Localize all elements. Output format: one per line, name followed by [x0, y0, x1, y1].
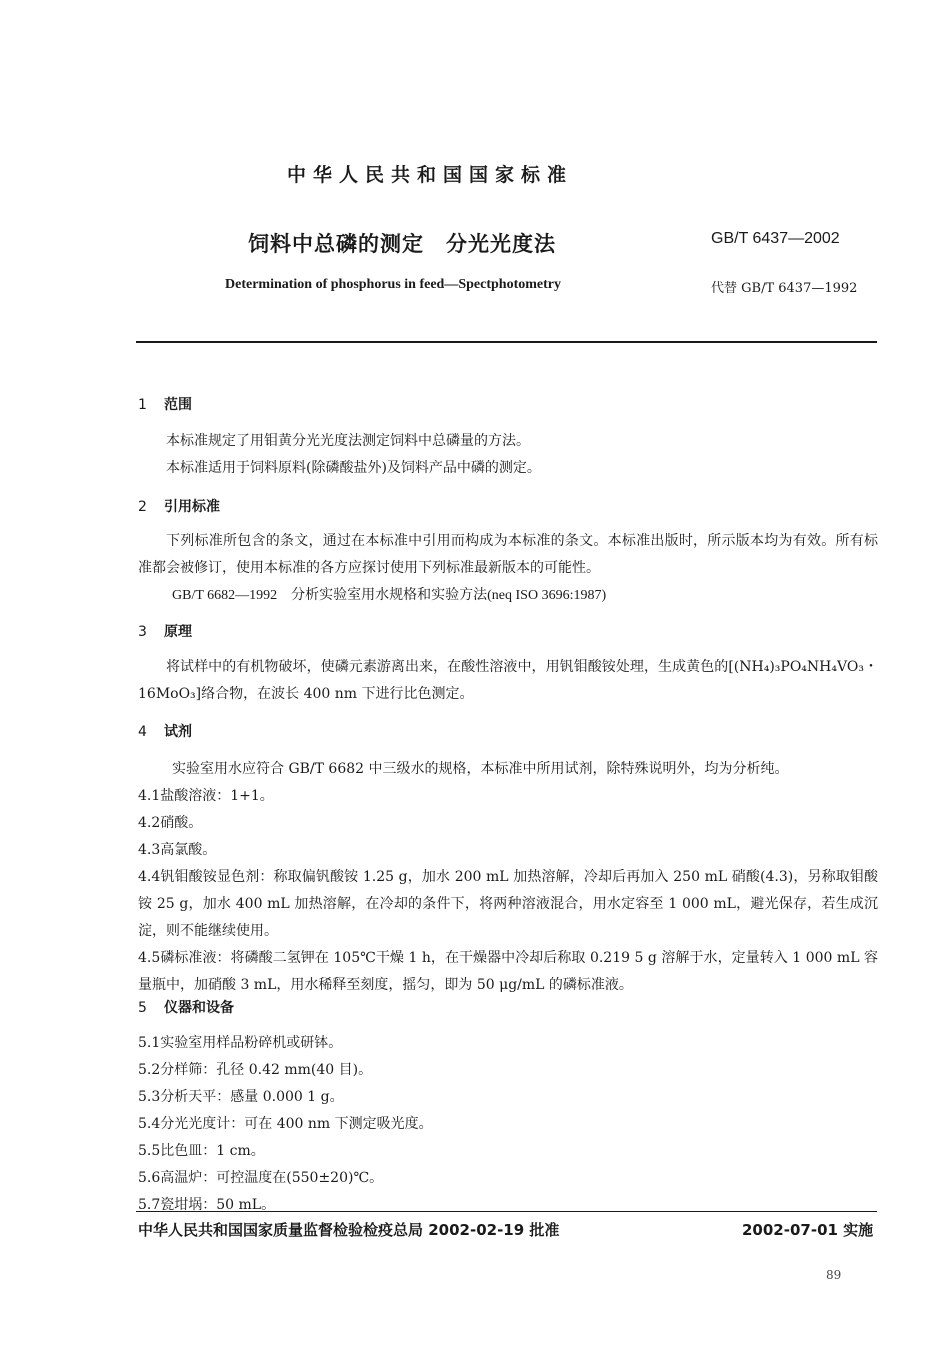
- item-number: 4.1: [138, 788, 161, 804]
- item-text: 高氯酸。: [160, 842, 217, 858]
- national-standard-heading: 中华人民共和国国家标准: [286, 164, 573, 186]
- item-number: 4.5: [138, 950, 161, 966]
- section-number: 2: [138, 499, 147, 515]
- paragraph: 本标准适用于饲料原料(除磷酸盐外)及饲料产品中磷的测定。: [166, 460, 541, 476]
- list-item: [138, 1138, 878, 1165]
- item-number: 5.6: [138, 1170, 161, 1186]
- list-item: [138, 783, 878, 810]
- item-text: 比色皿：1 cm。: [160, 1143, 265, 1159]
- list-item: [138, 1165, 878, 1192]
- section-3-body: [138, 654, 878, 708]
- list-item: [138, 1057, 878, 1084]
- paragraph: 将试样中的有机物破坏，使磷元素游离出来，在酸性溶液中，用钒钼酸铵处理，生成黄色的[(NH₄)₃PO₄NH₄VO₃・16MoO₃]络合物，在波长 400 nm 下进行比色测定。: [138, 659, 878, 702]
- item-number: 4.2: [138, 815, 161, 831]
- list-item: [138, 945, 878, 999]
- footer-divider: [136, 1211, 877, 1212]
- standard-number: GB/T 6437—2002: [711, 230, 840, 247]
- section-2-body: [138, 528, 878, 609]
- list-item: [138, 1192, 878, 1219]
- implementation-date: 2002-07-01 实施: [742, 1221, 874, 1239]
- section-number: 5: [138, 1000, 147, 1016]
- item-text: 分析天平：感量 0.000 1 g。: [160, 1089, 344, 1105]
- replaces-standard: 代替 GB/T 6437—1992: [711, 281, 858, 296]
- section-4-heading: [138, 721, 192, 741]
- section-number: 4: [138, 724, 147, 740]
- section-number: 3: [138, 624, 147, 640]
- list-item: [138, 1084, 878, 1111]
- section-1-heading: [138, 394, 192, 414]
- item-number: 5.4: [138, 1116, 161, 1132]
- paragraph: 实验室用水应符合 GB/T 6682 中三级水的规格，本标准中所用试剂，除特殊说明外，均为分析纯。: [172, 761, 789, 777]
- section-4-body: [138, 756, 878, 999]
- referenced-standard: GB/T 6682—1992 分析实验室用水规格和实验方法(neq ISO 3696:1987): [172, 588, 607, 603]
- item-number: 5.7: [138, 1197, 161, 1213]
- item-text: 分样筛：孔径 0.42 mm(40 目)。: [160, 1062, 373, 1078]
- item-text: 分光光度计：可在 400 nm 下测定吸光度。: [160, 1116, 433, 1132]
- header-divider: [136, 341, 877, 343]
- item-text: 硝酸。: [160, 815, 203, 831]
- list-item: [138, 1111, 878, 1138]
- item-text: 钒钼酸铵显色剂：称取偏钒酸铵 1.25 g，加水 200 mL 加热溶解，冷却后再加入 250 mL 硝酸(4.3)，另称取钼酸铵 25 g，加水 400 mL 加热溶解，在冷却的条件下，将两种溶液混合，用水定容至 1 000 mL，避光保存，若生成沉淀，则不能继续使用。: [138, 869, 878, 939]
- section-2-heading: [138, 496, 220, 516]
- section-title: 仪器和设备: [164, 1000, 234, 1016]
- item-text: 磷标准液：将磷酸二氢钾在 105℃干燥 1 h，在干燥器中冷却后称取 0.219 5 g 溶解于水，定量转入 1 000 mL 容量瓶中，加硝酸 3 mL，用水稀释至刻度，摇匀，即为 50 μg/mL 的磷标准液。: [138, 950, 878, 993]
- section-title: 试剂: [164, 724, 192, 740]
- list-item: [138, 864, 878, 945]
- section-title: 原理: [164, 624, 192, 640]
- document-title-english: Determination of phosphorus in feed—Spectphotometry: [225, 277, 561, 292]
- item-number: 5.1: [138, 1035, 161, 1051]
- approval-statement: 中华人民共和国国家质量监督检验检疫总局 2002-02-19 批准: [138, 1221, 560, 1239]
- item-number: 5.3: [138, 1089, 161, 1105]
- item-number: 5.5: [138, 1143, 161, 1159]
- list-item: [138, 810, 878, 837]
- section-title: 引用标准: [164, 499, 220, 515]
- paragraph: 下列标准所包含的条文，通过在本标准中引用而构成为本标准的条文。本标准出版时，所示版本均为有效。所有标准都会被修订，使用本标准的各方应探讨使用下列标准最新版本的可能性。: [138, 533, 878, 576]
- section-number: 1: [138, 397, 147, 413]
- section-5-heading: [138, 997, 234, 1017]
- paragraph: 本标准规定了用钼黄分光光度法测定饲料中总磷量的方法。: [166, 433, 530, 449]
- section-title: 范围: [164, 397, 192, 413]
- item-number: 4.4: [138, 869, 161, 885]
- section-1-body: [138, 428, 878, 482]
- item-text: 实验室用样品粉碎机或研钵。: [160, 1035, 343, 1051]
- item-text: 瓷坩埚：50 mL。: [160, 1197, 276, 1213]
- list-item: [138, 837, 878, 864]
- document-title-chinese: 饲料中总磷的测定 分光光度法: [248, 232, 556, 256]
- item-number: 5.2: [138, 1062, 161, 1078]
- item-text: 高温炉：可控温度在(550±20)℃。: [160, 1170, 384, 1186]
- item-text: 盐酸溶液：1+1。: [160, 788, 274, 804]
- list-item: [138, 1030, 878, 1057]
- section-5-body: [138, 1030, 878, 1219]
- item-number: 4.3: [138, 842, 161, 858]
- section-3-heading: [138, 621, 192, 641]
- page-number: 89: [826, 1268, 842, 1282]
